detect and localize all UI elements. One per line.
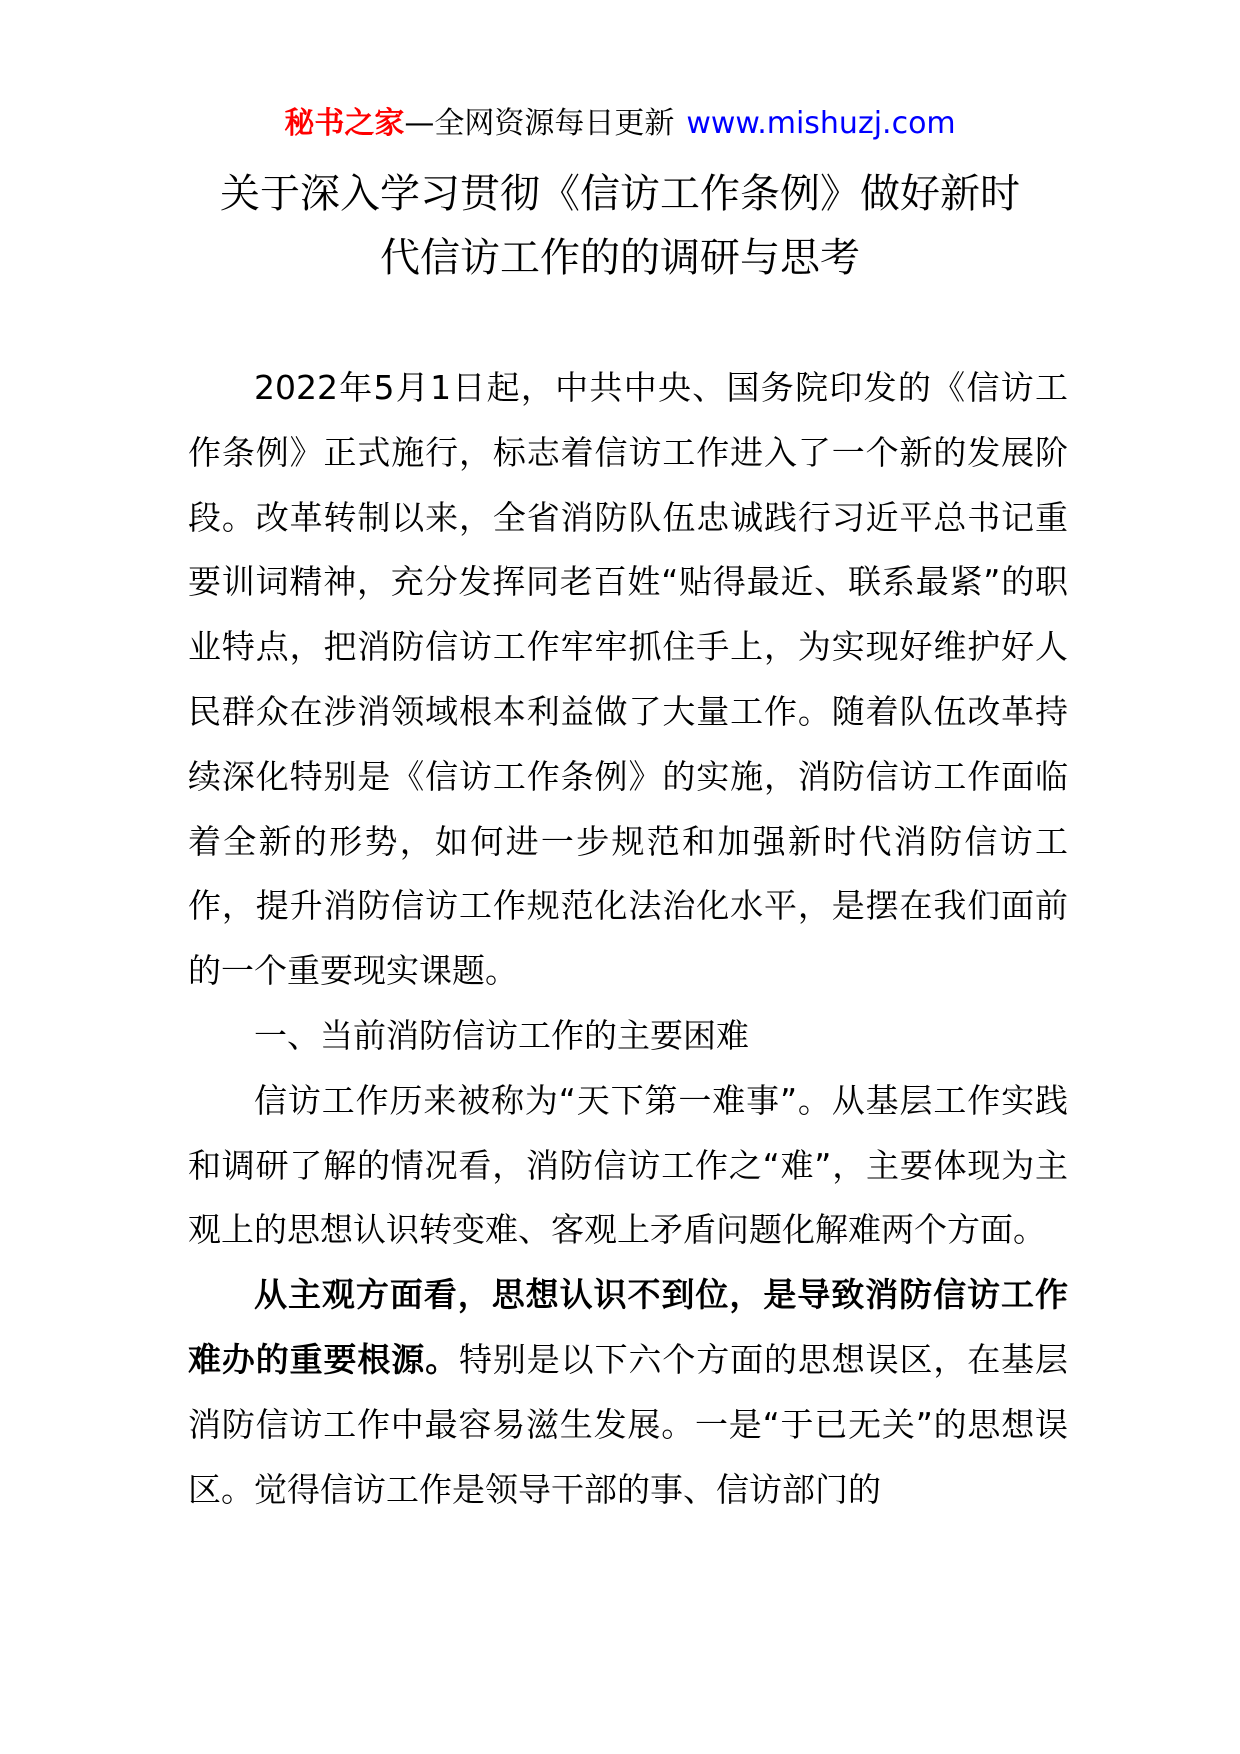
title-line-1: 关于深入学习贯彻《信访工作条例》做好新时	[220, 171, 1020, 217]
document-title	[120, 162, 1120, 290]
paragraph-subjective-text: 特别是以下六个方面的思想误区，在基层消防信访工作中最容易滋生发展。一是“于已无关”的思想误区。觉得信访工作是领导干部的事、信访部门的	[188, 1339, 1069, 1509]
title-line-2: 代信访工作的的调研与思考	[380, 235, 860, 281]
banner-brand: 秘书之家	[284, 106, 405, 141]
banner-url-link[interactable]: www.mishuzj.com	[686, 106, 956, 141]
site-banner	[0, 102, 1240, 146]
section-heading-1: 一、当前消防信访工作的主要困难	[254, 1015, 749, 1055]
paragraph-difficulties: 信访工作历来被称为“天下第一难事”。从基层工作实践和调研了解的情况看，消防信访工作之“难”，主要体现为主观上的思想认识转变难、客观上矛盾问题化解难两个方面。	[188, 1080, 1068, 1250]
banner-slogan: 全网资源每日更新	[434, 106, 675, 141]
banner-dash: —	[404, 106, 435, 141]
paragraph-lead-bold: 从主观方面看，思想认识不到位，是导致消防信访工作难办的重要根源。	[188, 1275, 1068, 1379]
document-body	[188, 356, 1068, 1522]
paragraph-subjective	[188, 1263, 1068, 1522]
paragraph-intro: 2022年5月1日起，中共中央、国务院印发的《信访工作条例》正式施行，标志着信访工作进入了一个新的发展阶段。改革转制以来，全省消防队伍忠诚践行习近平总书记重要训词精神，充分发挥同老百姓“贴得最近、联系最紧”的职业特点，把消防信访工作牢牢抓住手上，为实现好维护好人民群众在涉消领域根本利益做了大量工作。随着队伍改革持续深化特别是《信访工作条例》的实施，消防信访工作面临着全新的形势，如何进一步规范和加强新时代消防信访工作，提升消防信访工作规范化法治化水平，是摆在我们面前的一个重要现实课题。	[188, 368, 1068, 991]
